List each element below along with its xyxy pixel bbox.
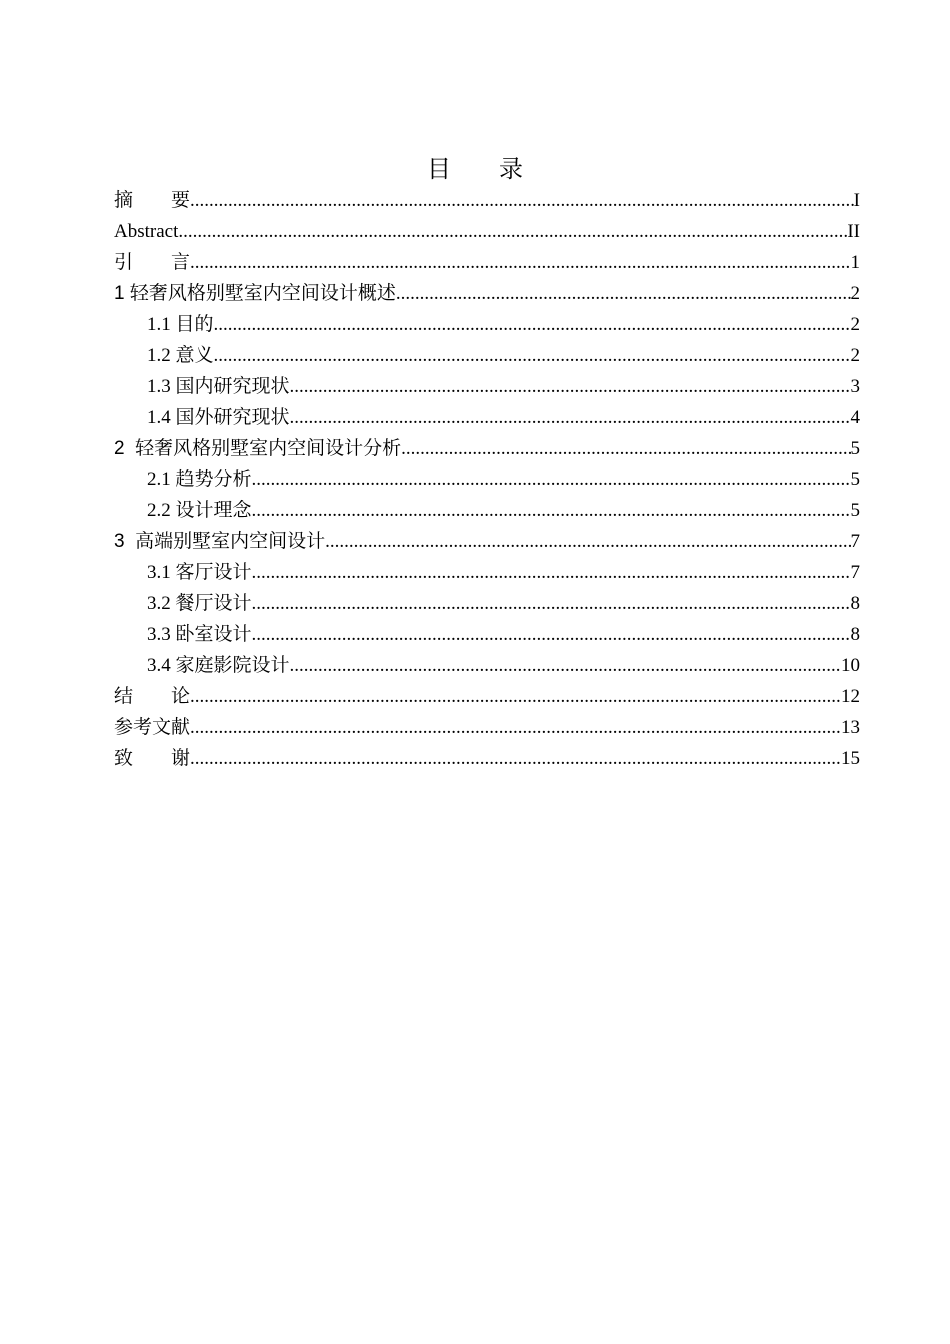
toc-dot-leader (252, 557, 851, 588)
toc-dot-leader (190, 743, 841, 774)
toc-entry-label: 高端别墅室内空间设计 (135, 530, 326, 552)
toc-entry-label: 餐厅设计 (175, 592, 252, 614)
toc-entry-number: 3.4 (147, 655, 176, 676)
toc-page-number: 3 (850, 376, 860, 397)
toc-page-number: II (847, 221, 860, 242)
toc-dot-leader (214, 309, 851, 340)
toc-dot-leader (290, 371, 851, 402)
toc-entry-label: 卧室设计 (175, 623, 252, 645)
toc-entry-label: 趋势分析 (175, 468, 252, 490)
toc-entry-conclusion[interactable] (114, 681, 860, 712)
toc-entry-label: 轻奢风格别墅室内空间设计概述 (129, 282, 396, 304)
toc-entry-number: 2.1 (147, 469, 176, 490)
toc-entry-section-1-4[interactable] (114, 402, 860, 433)
toc-dot-leader (190, 681, 841, 712)
toc-entry-label: 国外研究现状 (175, 406, 290, 428)
toc-dot-leader (214, 340, 851, 371)
toc-list (114, 185, 860, 774)
toc-entry-references[interactable] (114, 712, 860, 743)
toc-entry-label: 致 谢 (114, 747, 191, 769)
toc-entry-number: 1.4 (147, 407, 176, 428)
toc-entry-acknowledgements[interactable] (114, 743, 860, 774)
toc-entry-number: 3.3 (147, 624, 176, 645)
toc-entry-label: 国内研究现状 (175, 375, 290, 397)
toc-entry-label: 摘 要 (114, 189, 191, 211)
toc-page-number: 7 (850, 562, 860, 583)
toc-dot-leader (252, 588, 851, 619)
toc-entry-number: 1.3 (147, 376, 176, 397)
toc-entry-section-1-2[interactable] (114, 340, 860, 371)
toc-entry-label: 轻奢风格别墅室内空间设计分析 (135, 437, 402, 459)
toc-dot-leader (190, 185, 854, 216)
toc-page-number: 4 (850, 407, 860, 428)
toc-entry-label: Abstract (114, 221, 179, 242)
toc-dot-leader (290, 402, 851, 433)
toc-page-number: 15 (841, 748, 860, 769)
toc-page-number: 8 (850, 624, 860, 645)
toc-page-number: 8 (850, 593, 860, 614)
toc-entry-number: 1.1 (147, 314, 176, 335)
toc-dot-leader (190, 712, 841, 743)
toc-entry-number: 2 (114, 438, 136, 459)
toc-entry-number: 3.1 (147, 562, 176, 583)
toc-page-number: 10 (841, 655, 860, 676)
toc-dot-leader (190, 247, 850, 278)
toc-entry-abstract-cn[interactable] (114, 185, 860, 216)
toc-page-number: 12 (841, 686, 860, 707)
toc-dot-leader (401, 433, 850, 464)
toc-entry-label: 设计理念 (175, 499, 252, 521)
toc-entry-section-3-4[interactable] (114, 650, 860, 681)
toc-dot-leader (252, 464, 851, 495)
toc-entry-section-1-3[interactable] (114, 371, 860, 402)
toc-entry-abstract-en[interactable] (114, 216, 860, 247)
toc-page-number: 5 (850, 500, 860, 521)
toc-dot-leader (396, 278, 851, 309)
toc-entry-label: 客厅设计 (175, 561, 252, 583)
toc-dot-leader (290, 650, 841, 681)
toc-entry-number: 2.2 (147, 500, 176, 521)
toc-page-number: 5 (850, 469, 860, 490)
toc-entry-number: 3.2 (147, 593, 176, 614)
toc-dot-leader (252, 619, 851, 650)
toc-entry-label: 目的 (175, 313, 214, 335)
toc-page-number: 1 (850, 252, 860, 273)
toc-page-number: 13 (841, 717, 860, 738)
toc-page-number: 5 (850, 438, 860, 459)
toc-page-number: 7 (850, 531, 860, 552)
toc-entry-number: 1.2 (147, 345, 176, 366)
toc-page-number: 2 (850, 345, 860, 366)
toc-entry-number: 3 (114, 531, 136, 552)
toc-entry-section-2-2[interactable] (114, 495, 860, 526)
toc-dot-leader (252, 495, 851, 526)
toc-entry-chapter-1[interactable] (114, 278, 860, 309)
toc-entry-number: 1 (114, 283, 130, 304)
toc-entry-chapter-3[interactable] (114, 526, 860, 557)
toc-dot-leader (178, 216, 847, 247)
toc-entry-section-3-2[interactable] (114, 588, 860, 619)
toc-entry-section-3-3[interactable] (114, 619, 860, 650)
toc-dot-leader (325, 526, 850, 557)
toc-page-number: 2 (850, 283, 860, 304)
toc-entry-section-1-1[interactable] (114, 309, 860, 340)
toc-page-number: 2 (850, 314, 860, 335)
toc-entry-section-3-1[interactable] (114, 557, 860, 588)
toc-entry-label: 结 论 (114, 685, 191, 707)
toc-page-number: I (853, 190, 860, 211)
toc-entry-section-2-1[interactable] (114, 464, 860, 495)
toc-entry-chapter-2[interactable] (114, 433, 860, 464)
toc-title: 目 录 (427, 155, 523, 183)
toc-entry-introduction[interactable] (114, 247, 860, 278)
toc-entry-label: 家庭影院设计 (175, 654, 290, 676)
toc-entry-label: 意义 (175, 344, 214, 366)
toc-entry-label: 引 言 (114, 251, 191, 273)
toc-entry-label: 参考文献 (114, 716, 191, 738)
